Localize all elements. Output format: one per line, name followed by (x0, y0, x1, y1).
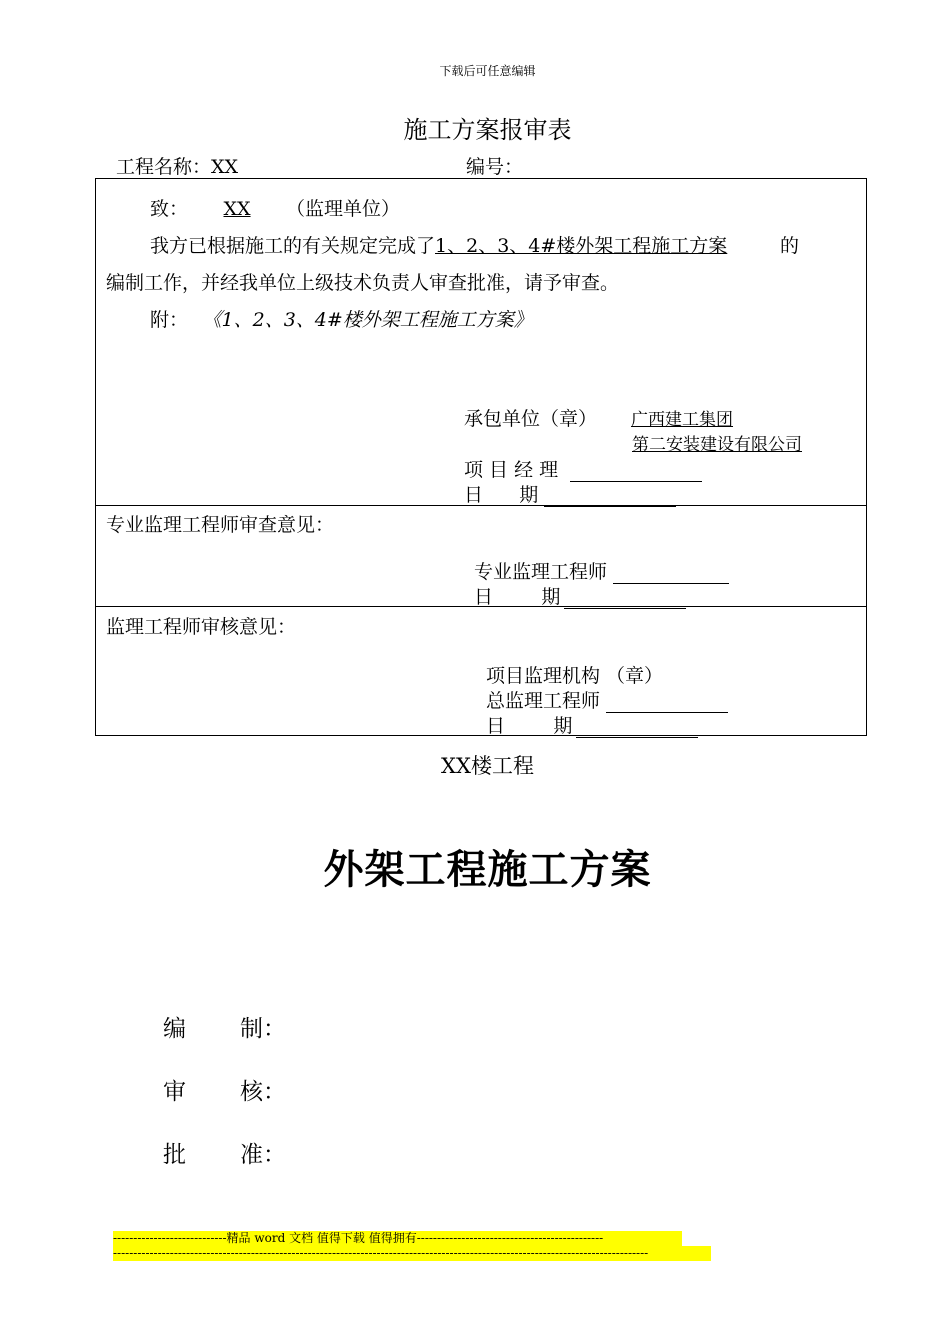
body-line1-prefix: 我方已根据施工的有关规定完成了 (150, 235, 436, 257)
number-field (466, 152, 567, 179)
section3-chief-label: 总监理工程师 (486, 690, 601, 712)
cover-project-name: XX楼工程 (441, 754, 534, 778)
to-line (150, 194, 400, 221)
to-label: 致： (150, 198, 189, 220)
pm-label: 项 目 经 理 (464, 459, 559, 481)
contractor-line (464, 404, 767, 431)
cover-doc-title: 外架工程施工方案 (323, 846, 652, 893)
body-line-1 (150, 231, 799, 258)
date-label-3: 日 期 (486, 715, 573, 737)
review-label-1: 审 (163, 1079, 186, 1105)
pm-line (464, 455, 702, 482)
section3-title: 监理工程师审核意见： (106, 616, 297, 638)
approved-by-line (163, 1136, 286, 1169)
prepared-label-2: 制： (240, 1016, 286, 1042)
form-title: 施工方案报审表 (403, 116, 572, 144)
attach-label: 附： (150, 309, 189, 331)
date-blank-1 (544, 488, 676, 507)
approve-label-1: 批 (163, 1142, 186, 1168)
section2-signer-line (474, 557, 729, 584)
date-label-2: 日 期 (474, 586, 561, 608)
footer-line-1: ----------------------------精品 word 文档 值得下载 值得拥有---------------------------------------------- (113, 1231, 682, 1246)
plan-name-underlined: 1、2、3、4#楼外架工程施工方案 (435, 235, 728, 257)
contractor-label: 承包单位（章） (464, 408, 598, 430)
reviewed-by-line (163, 1073, 286, 1106)
prepared-label-1: 编 (163, 1016, 186, 1042)
approve-label-2: 准： (240, 1142, 286, 1168)
number-label: 编号： (466, 156, 524, 178)
date-blank-2 (564, 590, 686, 609)
section2-title: 专业监理工程师审查意见： (106, 514, 335, 536)
date-blank-3 (576, 719, 698, 738)
contractor-name-2: 第二安装建设有限公司 (632, 435, 802, 455)
to-value: XX (223, 198, 251, 220)
date-line-3 (486, 711, 698, 738)
contractor-name-1: 广西建工集团 (631, 410, 734, 430)
date-line-2 (474, 582, 686, 609)
date-label-1: 日 期 (464, 484, 539, 506)
to-suffix: （监理单位） (286, 198, 401, 220)
review-label-2: 核： (240, 1079, 286, 1105)
header-note: 下载后可任意编辑 (439, 64, 536, 78)
number-blank (523, 160, 567, 179)
date-line-1 (464, 480, 676, 507)
section2-signer-label: 专业监理工程师 (474, 561, 608, 583)
footer-line-2: ------------------------------------------------------------------------------------------------------------------------------------ (113, 1246, 711, 1261)
body-line1-suffix: 的 (780, 235, 800, 257)
attach-value: 《1、2、3、4#楼外架工程施工方案》 (212, 309, 533, 331)
body-line-2: 编制工作，并经我单位上级技术负责人审查批准，请予审查。 (106, 272, 620, 294)
section3-org: 项目监理机构 （章） (486, 665, 664, 687)
attachment-line (150, 305, 533, 332)
project-name-label: 工程名称：XX (116, 156, 239, 178)
prepared-by-line (163, 1010, 286, 1043)
section3-chief-line (486, 686, 728, 713)
